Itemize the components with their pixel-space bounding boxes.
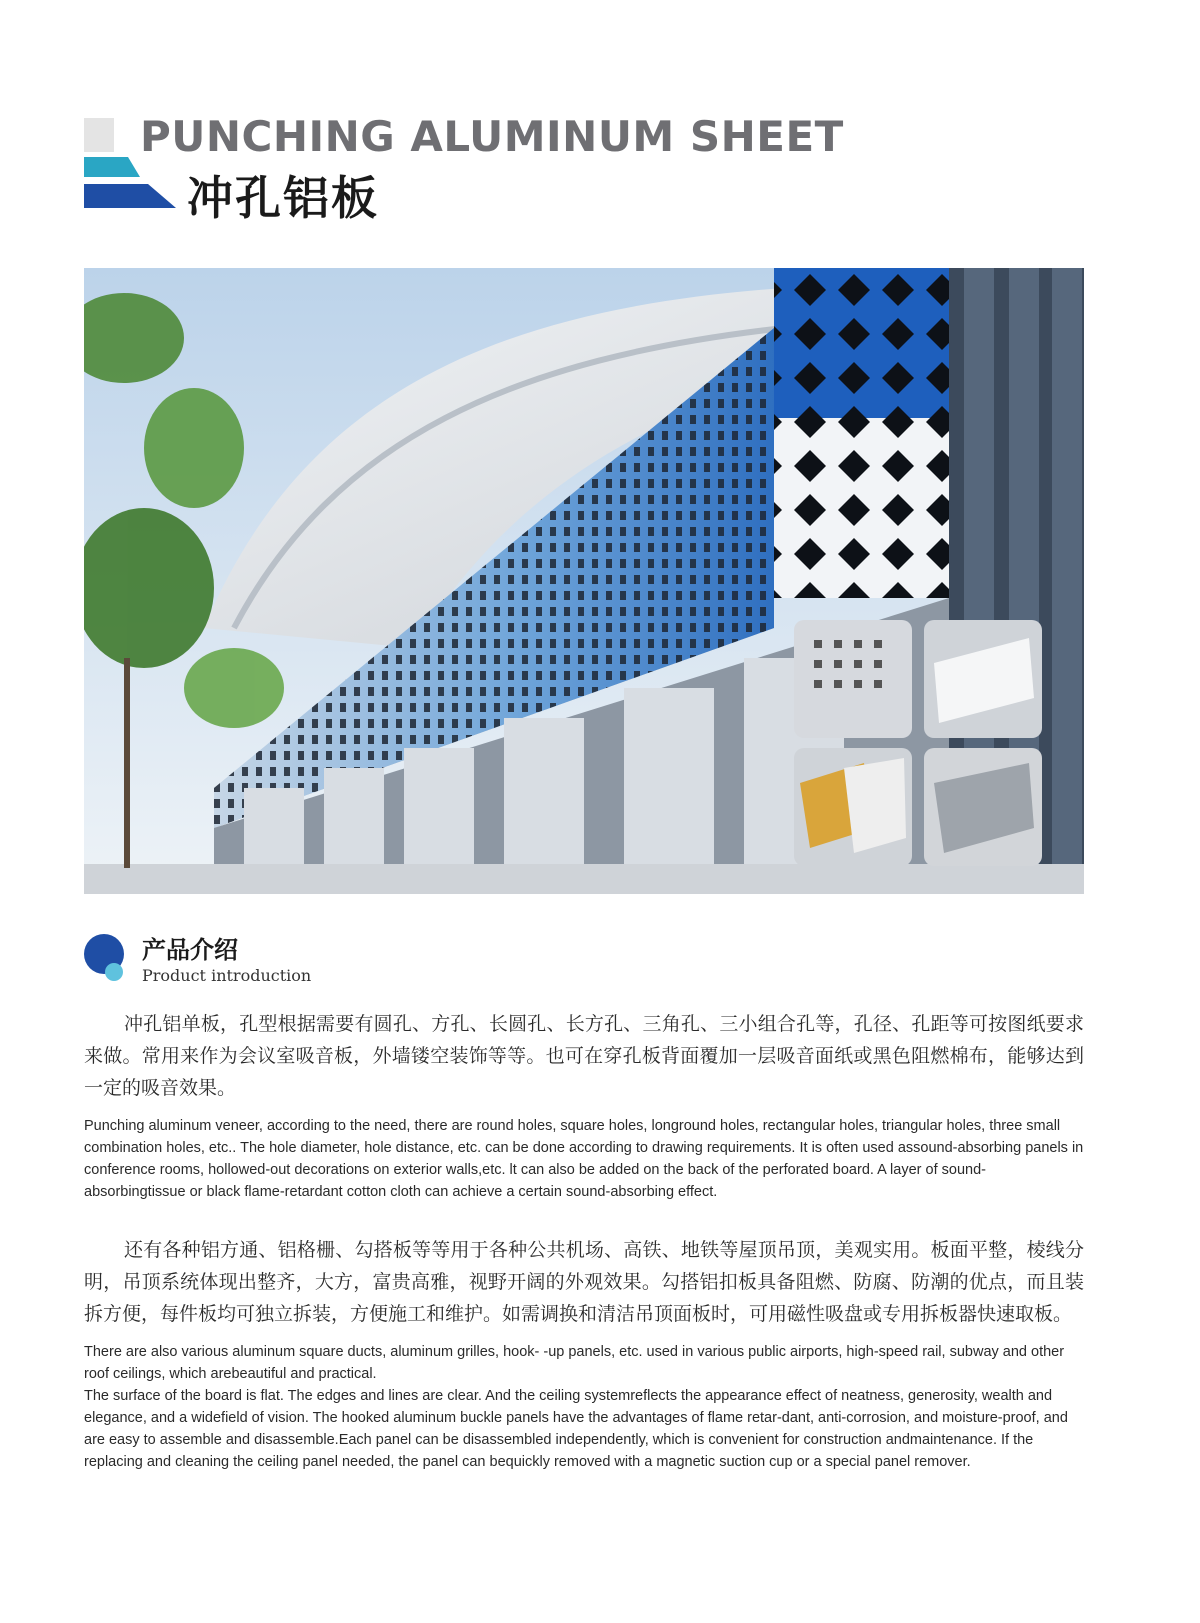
section-title-chinese: 产品介绍 [142, 935, 238, 964]
paragraph-1-chinese: 冲孔铝单板，孔型根据需要有圆孔、方孔、长圆孔、长方孔、三角孔、三小组合孔等，孔径、孔距等可按图纸要求来做。常用来作为会议室吸音板，外墙镂空装饰等等。也可在穿孔板背面覆加一层吸音面纸或黑色阻燃棉布，能够达到一定的吸音效果。 [84, 1013, 1084, 1099]
paragraph-1-english: Punching aluminum veneer, according to the need, there are round holes, square holes, longround holes, rectangular holes, triangular holes, three small combination holes, etc.. The hole diameter, hole distance, etc. can be done according to drawing requirements. It is often used assound-absorbing panels in conference rooms, hollowed-out decorations on exterior walls,etc. lt can also be added on the back of the perforated board. A layer of sound-absorbingtissue or black flame-retardant cotton cloth can achieve a certain sound-absorbing effect. [84, 1118, 1084, 1200]
paragraph-2-english-b: The surface of the board is flat. The edges and lines are clear. And the ceiling systemreflects the appearance effect of neatness, generosity, wealth and elegance, and a widefield of vision. The hooked aluminum buckle panels have the advantages of flame retar-dant, anti-corrosion, and moisture-proof, and are easy to assemble and disassemble.Each panel can be disassembled independently, which is convenient for construction andmaintenance. If the replacing and cleaning the ceiling panel needed, the panel can bequickly removed with a magnetic suction cup or a special panel remover. [84, 1388, 1068, 1470]
title-english: PUNCHING ALUMINUM SHEET [140, 112, 844, 161]
section-heading [84, 930, 484, 996]
blue-circle-icon [84, 932, 130, 982]
hero-photo [84, 268, 1084, 894]
paragraph-2-chinese: 还有各种铝方通、铝格栅、勾搭板等等用于各种公共机场、高铁、地铁等屋顶吊顶，美观实用。板面平整，棱线分明，吊顶系统体现出整齐，大方，富贵高雅，视野开阔的外观效果。勾搭铝扣板具备阻燃、防腐、防潮的优点，而且装拆方便，每件板均可独立拆装，方便施工和维护。如需调换和清洁吊顶面板时，可用磁性吸盘或专用拆板器快速取板。 [84, 1239, 1084, 1325]
building-facade-photo-icon [84, 268, 1084, 894]
paragraph-2-english-a: There are also various aluminum square ducts, aluminum grilles, hook- -up panels, etc. used in various public airports, high-speed rail, subway and other roof ceilings, which arebeautiful and practical. [84, 1344, 1065, 1382]
page-header [84, 112, 1124, 228]
section-title-english: Product introduction [142, 966, 312, 985]
title-chinese: 冲孔铝板 [187, 171, 379, 225]
